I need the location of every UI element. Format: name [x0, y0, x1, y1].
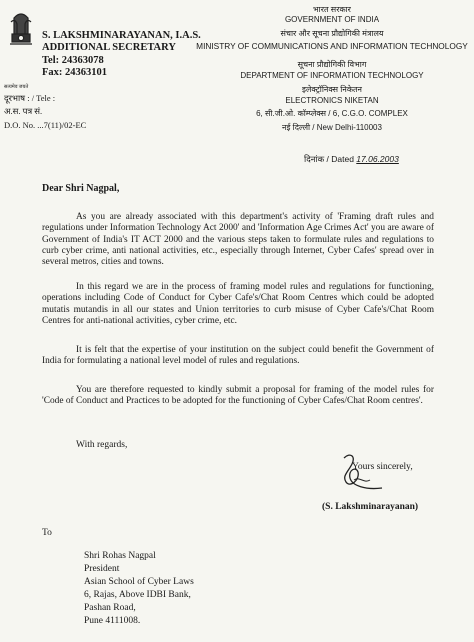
- sender-name: S. LAKSHMINARAYANAN, I.A.S.: [42, 30, 201, 41]
- date-line: [304, 154, 399, 165]
- date-value: 17.06.2003: [356, 154, 399, 164]
- sender-title: ADDITIONAL SECRETARY: [42, 42, 176, 53]
- date-label: दिनांक / Dated: [304, 154, 357, 164]
- recipient-name: Shri Rohas Nagpal: [84, 551, 156, 561]
- govt-english: GOVERNMENT OF INDIA: [284, 15, 380, 24]
- city-address: नई दिल्ली / New Delhi-110003: [282, 123, 382, 132]
- niketan-english: ELECTRONICS NIKETAN: [285, 96, 379, 105]
- department-hindi: सूचना प्रौद्योगिकी विभाग: [297, 60, 367, 69]
- recipient-address-line: 6, Rajas, Above IDBI Bank,: [84, 590, 191, 600]
- govt-hindi: भारत सरकार: [313, 5, 351, 14]
- paragraph-4: You are therefore requested to kindly submit a proposal for framing of the model rules for 'Code of Conduct and Practices to be adopted for the functioning of Cyber Cafes/Chat Room centres'.: [42, 385, 434, 407]
- handwritten-signature: [336, 450, 406, 500]
- salutation: Dear Shri Nagpal,: [42, 183, 120, 194]
- yours-sincerely: Yours sincerely,: [352, 462, 413, 472]
- department-english: DEPARTMENT OF INFORMATION TECHNOLOGY: [240, 71, 424, 80]
- signer-name: (S. Lakshminarayanan): [322, 502, 419, 512]
- emblem-caption: सत्यमेव जयते: [4, 85, 29, 90]
- sender-fax: Fax: 24363101: [42, 67, 108, 78]
- recipient-organization: Asian School of Cyber Laws: [84, 577, 194, 587]
- paragraph-3: It is felt that the expertise of your institution on the subject could benefit the Government of India for formulating a national level model of rules and regulations.: [42, 345, 434, 367]
- ministry-hindi: संचार और सूचना प्रौद्योगिकी मंत्रालय: [280, 29, 384, 38]
- paragraph-2: In this regard we are in the process of framing model rules and regulations for functioning, operations including Code of Conduct for Cyber Cafe's/Chat Room Centres which could be adopted mutatis mutandis in all our states and Union territories to curb misuse of Cyber Cafe's/Chat Room Centres for anti-national activities, cyber crime, etc.: [42, 282, 434, 326]
- sender-telephone: Tel: 24363078: [42, 55, 104, 66]
- recipient-address-line: Pashan Road,: [84, 603, 136, 613]
- do-number: D.O. No. ...7(11)/02-EC: [4, 120, 87, 130]
- recipient-address-line: Pune 4111008.: [84, 616, 141, 626]
- letter-number-hindi: अ.स. पत्र सं.: [4, 106, 43, 116]
- recipient-designation: President: [84, 564, 120, 574]
- state-emblem-icon: [6, 8, 36, 58]
- phone-line: दूरभाष : / Tele :: [4, 93, 56, 103]
- to-label: To: [42, 528, 52, 538]
- complex-address: 6, सी.जी.ओ. कॉम्प्लेक्स / 6, C.G.O. COMPLEX: [256, 109, 408, 118]
- paragraph-1: As you are already associated with this department's activity of 'Framing draft rules and regulations under Information Technology Act 2000' and 'Information Age Crimes Act' you are aware of Government of India's IT ACT 2000 and the various steps taken to formulate rules and regulations to curb cyber crime, anti national activities, etc., especially through Internet, Cyber Cafes' spread over in several metros, cities and towns.: [42, 212, 434, 268]
- niketan-hindi: इलेक्ट्रॉनिक्स निकेतन: [302, 85, 362, 94]
- closing-regards: With regards,: [76, 440, 128, 450]
- ministry-english: MINISTRY OF COMMUNICATIONS AND INFORMATION TECHNOLOGY: [196, 41, 468, 51]
